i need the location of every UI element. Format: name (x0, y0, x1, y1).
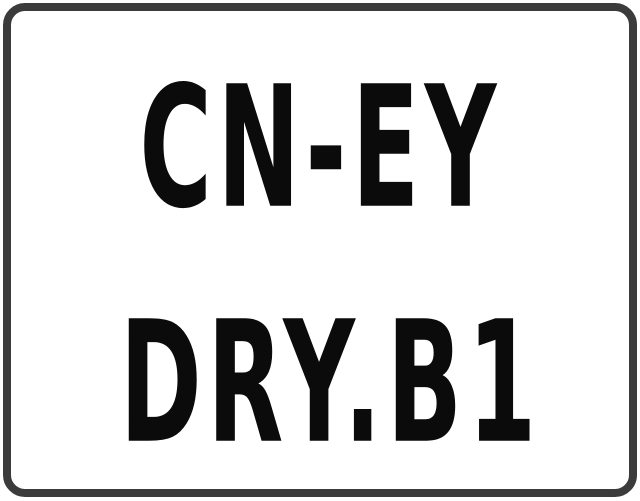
plate-line-1 (11, 31, 629, 261)
plate-line-1-text: CN-EY (138, 51, 502, 247)
plate-line-2-text: DRY.B1 (119, 286, 542, 482)
license-plate (3, 3, 637, 497)
plate-line-2 (11, 266, 629, 496)
